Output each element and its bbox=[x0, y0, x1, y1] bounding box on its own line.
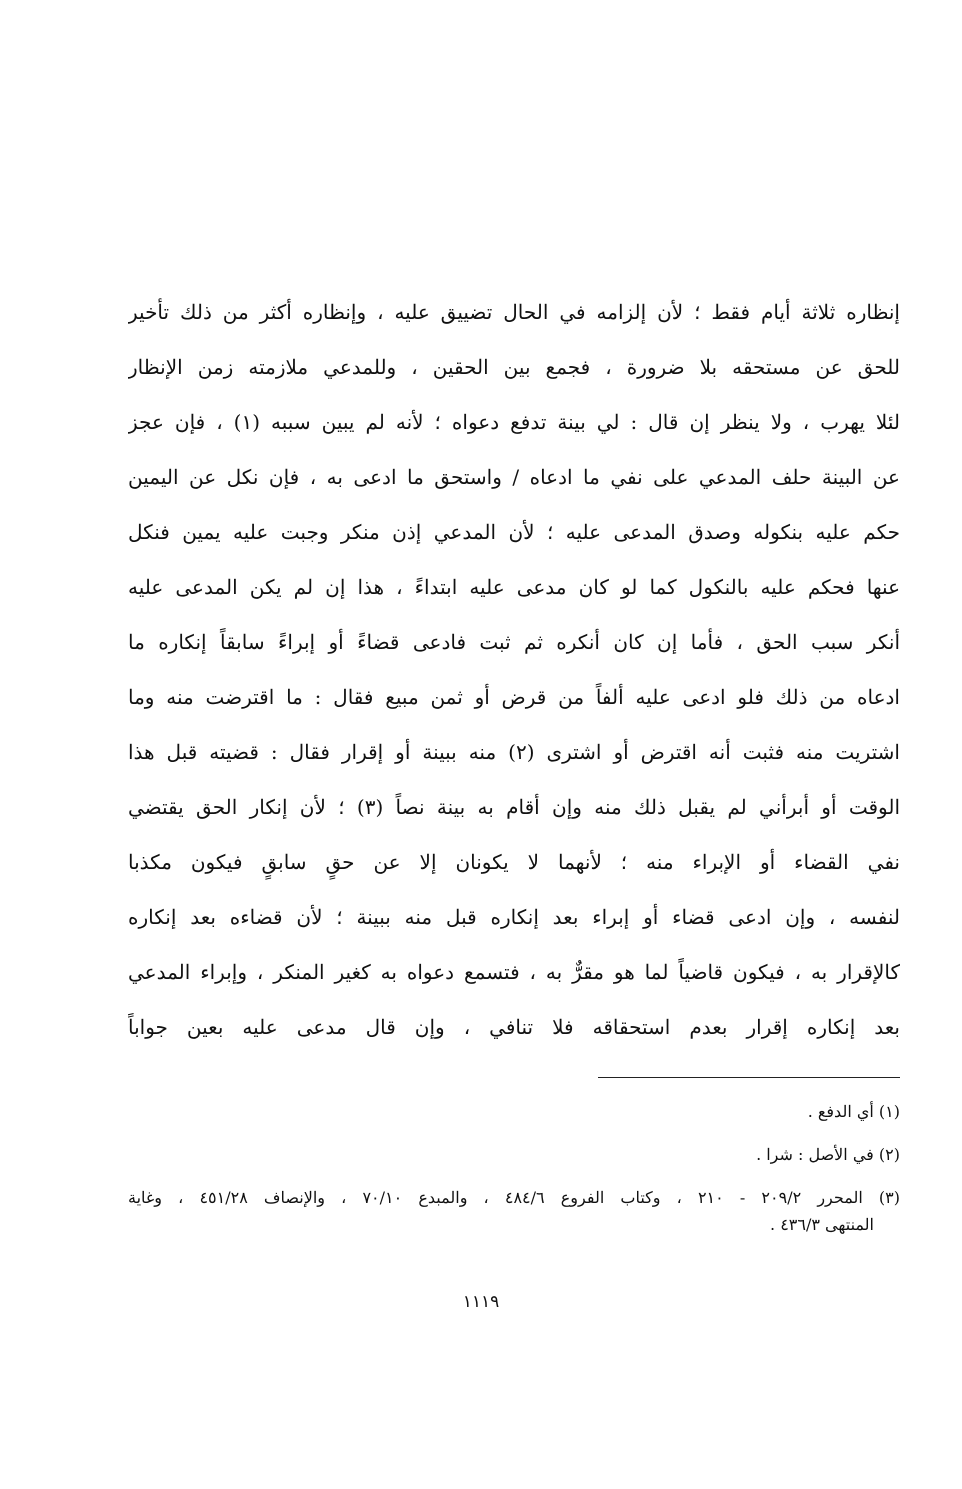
text-line-11: نفي القضاء أو الإبراء منه ؛ لأنهما لا يكونان إلا عن حقٍ سابقٍ فيكون مكذبا bbox=[128, 850, 900, 874]
footnote-3-line-2: المنتهى ٤٣٦/٣ . bbox=[770, 1215, 874, 1234]
text-line-2: للحق عن مستحقه بلا ضرورة ، فجمع بين الحقين ، وللمدعي ملازمته زمن الإنظار bbox=[128, 355, 900, 379]
text-line-4: عن البينة حلف المدعي على نفي ما ادعاه / واستحق ما ادعى به ، فإن نكل عن اليمين bbox=[128, 465, 900, 489]
main-text-block bbox=[128, 285, 900, 1055]
text-line-10: الوقت أو أبرأني لم يقبل ذلك منه وإن أقام به بينة نصاً (٣) ؛ لأن إنكار الحق يقتضي bbox=[128, 795, 900, 819]
text-line-6: عنها فحكم عليه بالنكول كما لو كان مدعى عليه ابتداءً ، هذا إن لم يكن المدعى عليه bbox=[128, 575, 900, 599]
footnotes-block bbox=[128, 1098, 900, 1254]
footnote-1 bbox=[128, 1098, 900, 1125]
text-line-9: اشتريت منه فثبت أنه اقترض أو اشترى (٢) منه ببينة أو إقرار فقال : قضيته قبل هذا bbox=[128, 740, 900, 764]
footnote-3 bbox=[128, 1184, 900, 1238]
text-line-12: لنفسه ، وإن ادعى قضاء أو إبراء بعد إنكاره قبل منه ببينة ؛ لأن قضاءه بعد إنكاره bbox=[128, 905, 900, 929]
footnote-2 bbox=[128, 1141, 900, 1168]
text-line-5: حكم عليه بنكوله وصدق المدعى عليه ؛ لأن المدعي إذن منكر وجبت عليه يمين فنكل bbox=[128, 520, 900, 544]
text-line-3: لئلا يهرب ، ولا ينظر إن قال : لي بينة تدفع دعواه ؛ لأنه لم يبين سببه (١) ، فإن عجز bbox=[128, 410, 900, 434]
footnote-separator bbox=[598, 1077, 900, 1078]
text-line-8: ادعاه من ذلك فلو ادعى عليه ألفاً من قرض أو ثمن مبيع فقال : ما اقترضت منه وما bbox=[128, 685, 900, 709]
text-line-13: كالإقرار به ، فيكون قاضياً لما هو مقرٌّ به ، فتسمع دعواه به كغير المنكر ، وإبراء المدعي bbox=[128, 960, 900, 984]
footnote-3-line-1: (٣) المحرر ٢٠٩/٢ - ٢١٠ ، وكتاب الفروع ٤٨٤/٦ ، والمبدع ٧٠/١٠ ، والإنصاف ٤٥١/٢٨ ، وغاية bbox=[128, 1188, 900, 1207]
text-line-7: أنكر سبب الحق ، فأما إن كان أنكره ثم ثبت فادعى قضاءً أو إبراءً سابقاً إنكاره ما bbox=[128, 630, 900, 654]
footnote-2-text: (٢) في الأصل : شرا . bbox=[756, 1145, 900, 1164]
footnote-1-text: (١) أي الدفع . bbox=[807, 1102, 900, 1121]
text-line-1: إنظاره ثلاثة أيام فقط ؛ لأن إلزامه في الحال تضييق عليه ، وإنظاره أكثر من ذلك تأخير bbox=[128, 300, 900, 324]
text-line-14: بعد إنكاره إقرار بعدم استحقاقه فلا تنافي ، وإن قال مدعى عليه بعين جواباً bbox=[128, 1015, 900, 1039]
page-number: ١١١٩ bbox=[462, 1292, 500, 1312]
